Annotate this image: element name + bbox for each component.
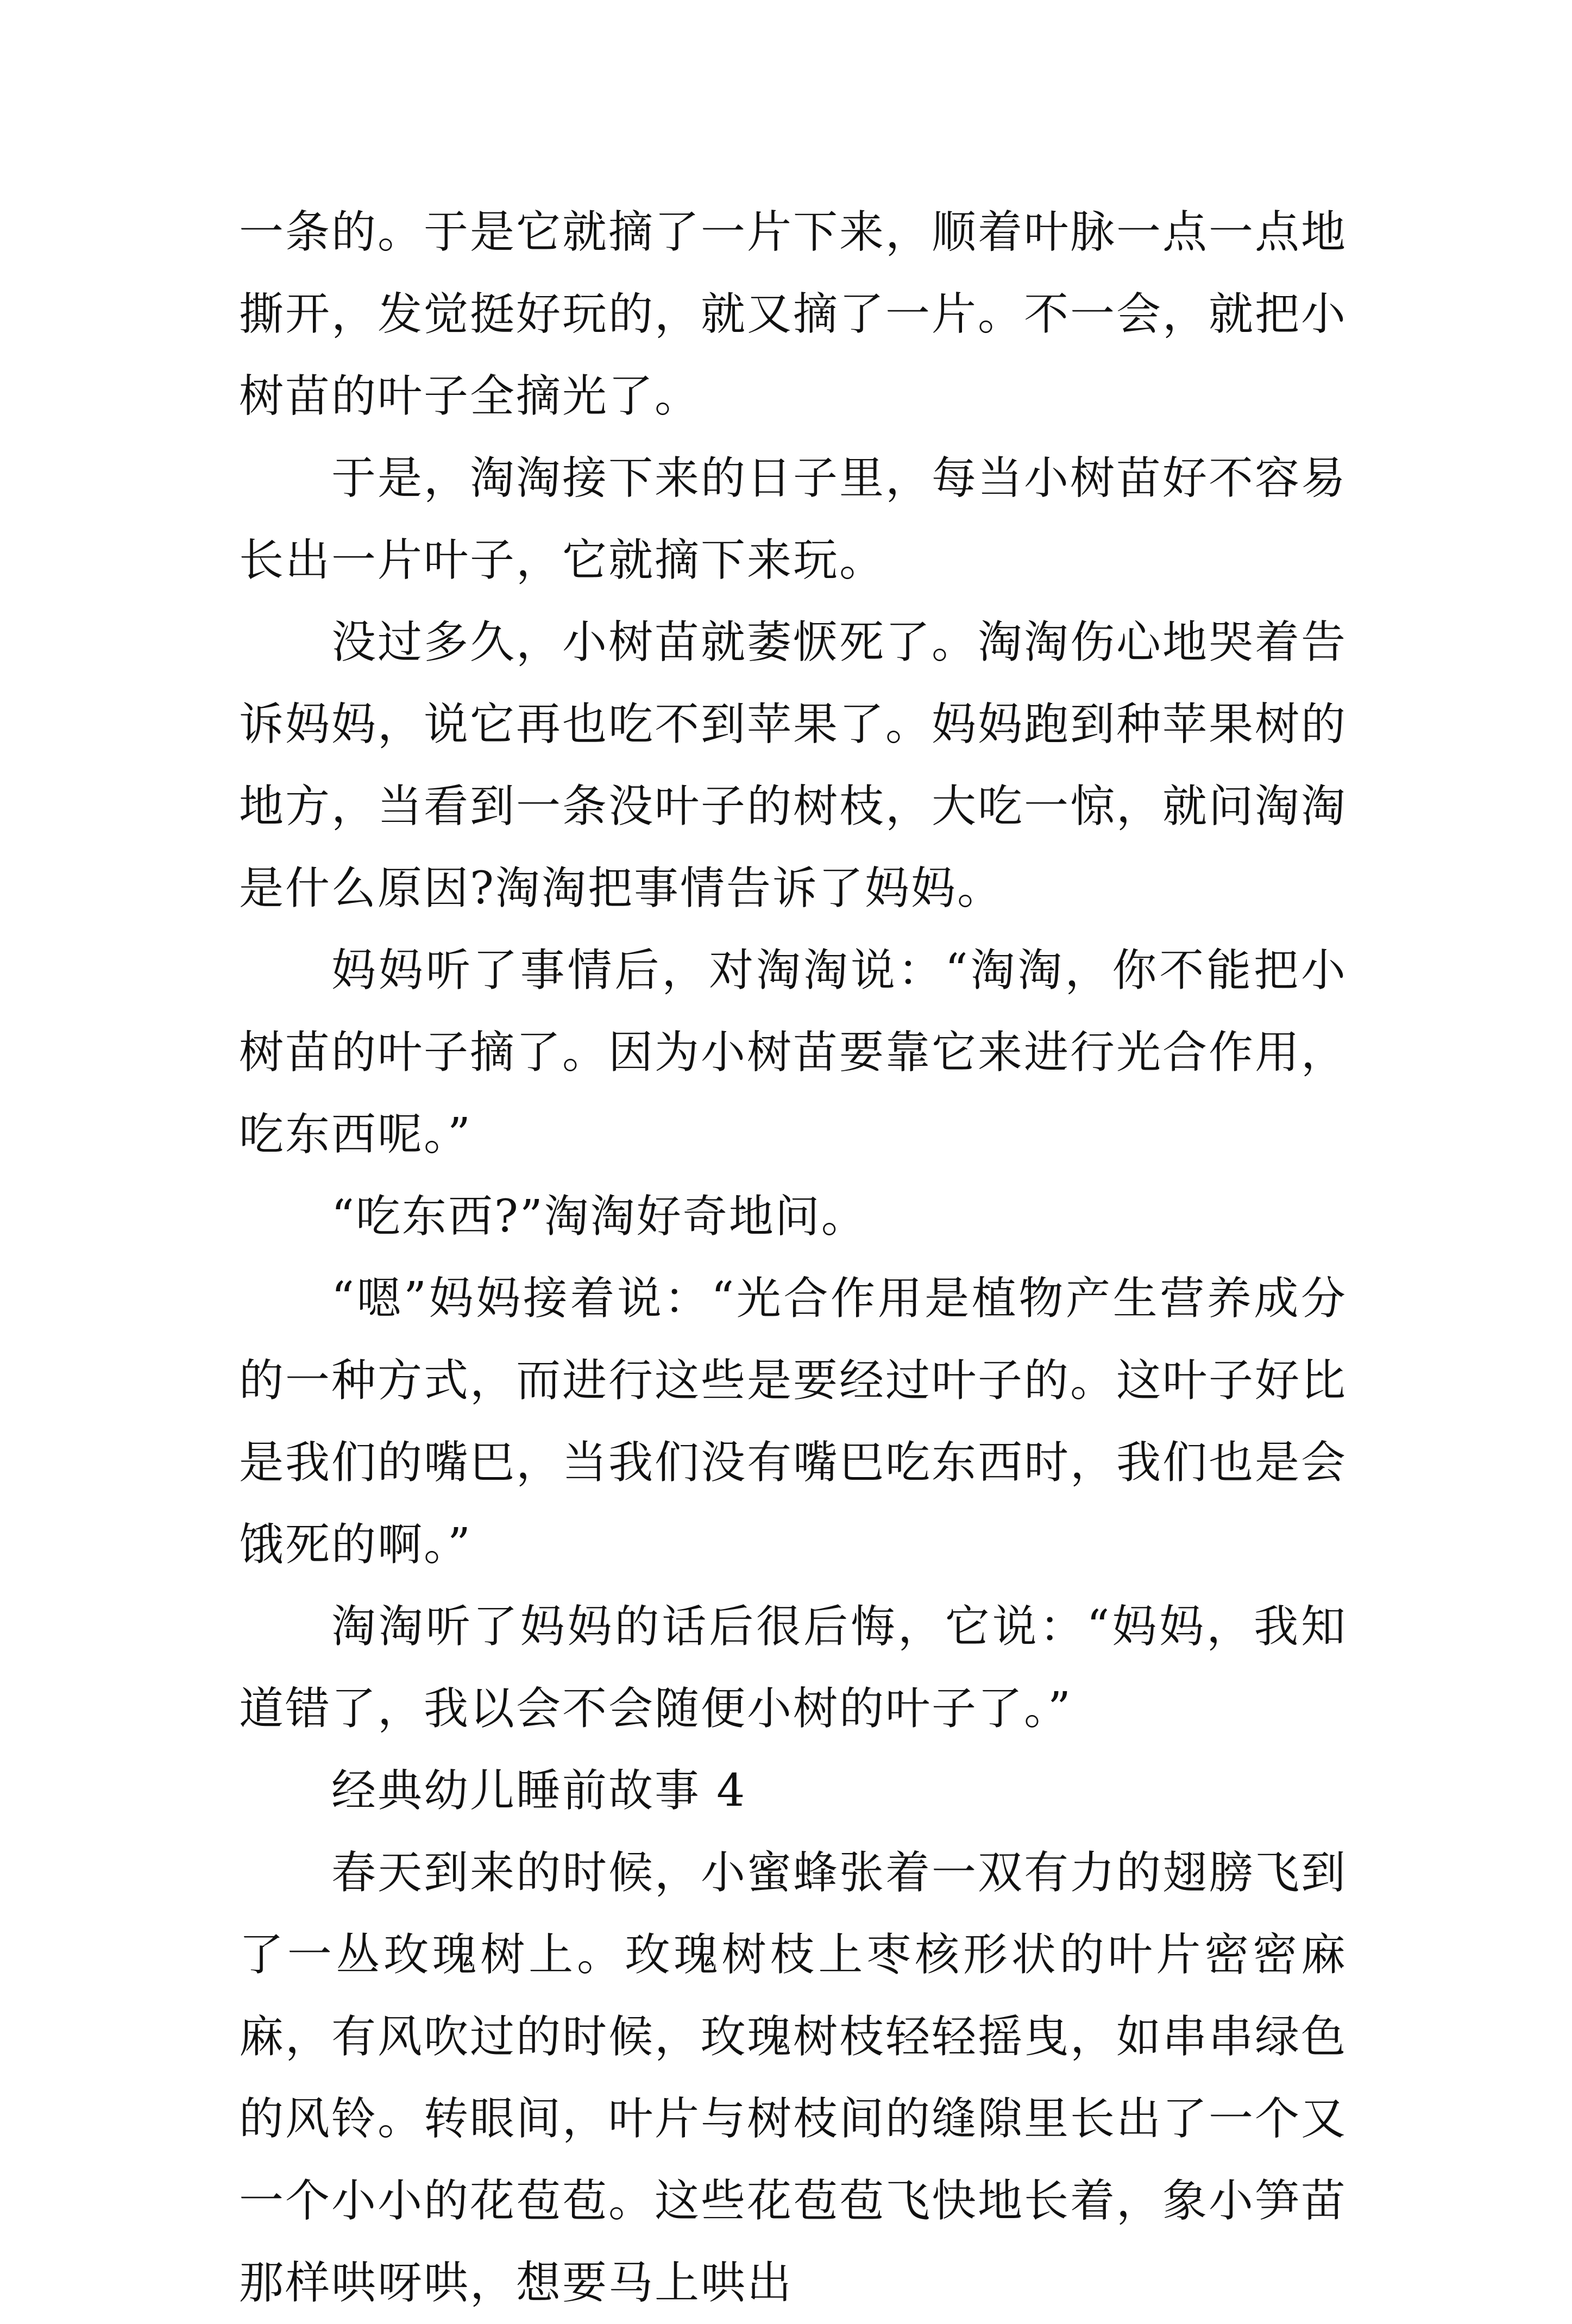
- paragraph: “吃东西?”淘淘好奇地问。: [331, 1191, 867, 1242]
- paragraph: 妈妈听了事情后，对淘淘说：“淘淘，你不能把小树苗的叶子摘了。因为小树苗要靠它来进行光合作用，吃东西呢。”: [239, 945, 1348, 1160]
- paragraph: “嗯”妈妈接着说：“光合作用是植物产生营养成分的一种方式，而进行这些是要经过叶子的。这叶子好比是我们的嘴巴，当我们没有嘴巴吃东西时，我们也是会饿死的啊。”: [239, 1273, 1348, 1571]
- paragraph: 没过多久，小树苗就萎恹死了。淘淘伤心地哭着告诉妈妈，说它再也吃不到苹果了。妈妈跑到种苹果树的地方，当看到一条没叶子的树枝，大吃一惊，就问淘淘是什么原因?淘淘把事情告诉了妈妈。: [239, 617, 1348, 914]
- paragraph: 于是，淘淘接下来的日子里，每当小树苗好不容易长出一片叶子，它就摘下来玩。: [239, 453, 1348, 586]
- paragraph: 一条的。于是它就摘了一片下来，顺着叶脉一点一点地撕开，发觉挺好玩的，就又摘了一片。不一会，就把小树苗的叶子全摘光了。: [239, 206, 1348, 422]
- section-heading: 经典幼儿睡前故事 4: [331, 1765, 747, 1817]
- body-text: [239, 191, 1347, 2324]
- paragraph: 春天到来的时候，小蜜蜂张着一双有力的翅膀飞到了一丛玫瑰树上。玫瑰树枝上枣核形状的叶片密密麻麻，有风吹过的时候，玫瑰树枝轻轻摇曳，如串串绿色的风铃。转眼间，叶片与树枝间的缝隙里长出了一个又一个小小的花苞苞。这些花苞苞飞快地长着，象小笋苗那样哄呀哄，想要马上哄出: [239, 1847, 1348, 2309]
- paragraph: 淘淘听了妈妈的话后很后悔，它说：“妈妈，我知道错了，我以会不会随便小树的叶子了。”: [239, 1601, 1347, 1735]
